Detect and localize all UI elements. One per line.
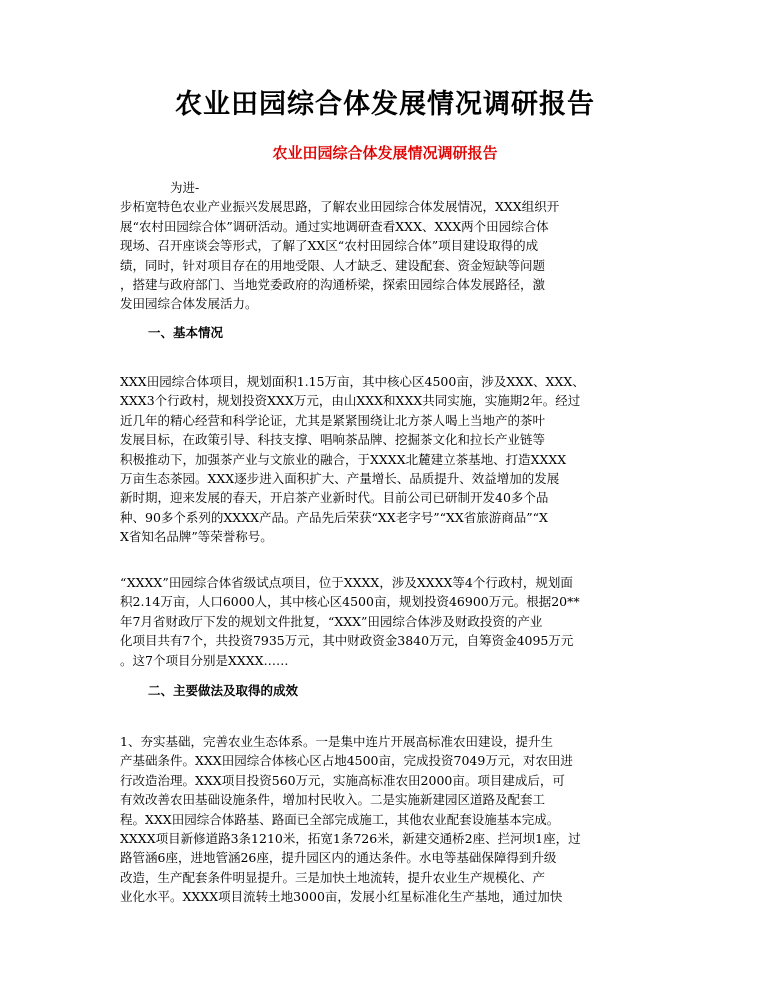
section-heading-basic-situation: 一、基本情况 — [148, 325, 224, 340]
section1-paragraph-1: XXX田园综合体项目，规划面积1.15万亩，其中核心区4500亩，涉及XXX、XXX、 XXX3个行政村，规划投资XXX万元，由山XXX和XXX共同实施，实施期2年。经过 近几年的精心经营和科学论证，尤其是紧紧围绕让北方茶人喝上当地产的茶叶 发展目标，在政策引导、科技支撑、唱响茶品牌、挖掘茶文化和拉长产业链等 积极推动下，加强茶产业与文旅业的融合，于XXXX北麓建立茶基地、打造XXXX 万亩生态茶园。XXX逐步进入面积扩大、产量增长、品质提升、效益增加的发展 新时期，迎来发展的春天，开启茶产业新时代。目前公司已研制开发40多个品 种、90多个系列的XXXX产品。产品先后荣获“XX老字号”“XX省旅游商品”“X X省知名品牌”等荣誉称号。 — [120, 374, 585, 545]
section2-paragraph-1: 1、夯实基础，完善农业生态体系。一是集中连片开展高标准农田建设，提升生 产基础条件。XXX田园综合体核心区占地4500亩，完成投资7049万元，对农田进 行改造治理。XXX项目投资560万元，实施高标准农田2000亩。项目建成后，可 有效改善农田基础设施条件，增加村民收入。二是实施新建园区道路及配套工 程。XXX田园综合体路基、路面已全部完成施工，其他农业配套设施基本完成。 XXXX项目新修道路3条1210米，拓宽1条726米，新建交通桥2座、拦河坝1座，过 路管涵6座，进地管涵26座，提升园区内的通达条件。水电等基础保障得到升级 改造，生产配套条件明显提升。三是加快土地流转，提升农业生产规模化、产 业化水平。XXXX项目流转土地3000亩，发展小红星标准化生产基地，通过加快 — [120, 734, 581, 905]
section1-paragraph-2: “XXXX”田园综合体省级试点项目，位于XXXX，涉及XXXX等4个行政村，规划面 积2.14万亩，人口6000人，其中核心区4500亩，规划投资46900万元。根据20** 年7月省财政厅下发的规划文件批复，“XXX”田园综合体涉及财政投资的产业 化项目共有7个，共投资7935万元，其中财政资金3840万元，自筹资金4095万元 。这7个项目分别是XXXX…… — [120, 575, 580, 668]
page-title: 农业田园综合体发展情况调研报告 — [175, 89, 595, 120]
section-heading-main-practices: 二、主要做法及取得的成效 — [148, 683, 299, 698]
intro-paragraph: 为进- 步柘宽特色农业产业振兴发展思路，了解农业田园综合体发展情况，XXX组织开 展“农村田园综合体”调研活动。通过实地调研查看XXX、XXX两个田园综合体 现场、召开座谈会等形式，了解了XX区“农村田园综合体”项目建设取得的成 绩，同时，针对项目存在的用地受限、人才缺乏、建设配套、资金短缺等问题 ，搭建与政府部门、当地党委政府的沟通桥梁，探索田园综合体发展路径，激 发田园综合体发展活力。 — [120, 180, 560, 312]
document-subtitle: 农业田园综合体发展情况调研报告 — [272, 144, 498, 162]
